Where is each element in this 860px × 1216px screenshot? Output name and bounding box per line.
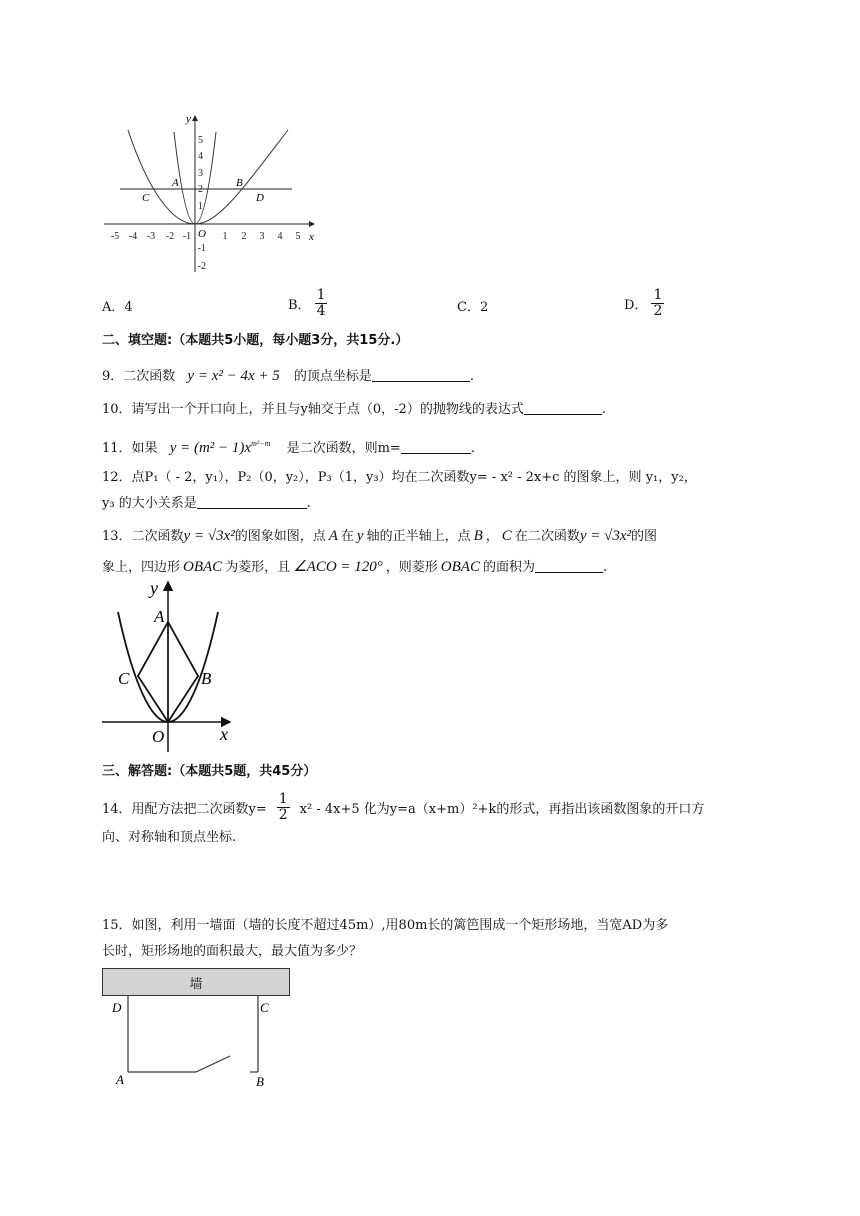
option-c — [457, 298, 488, 318]
q13-l1-point-a: A — [328, 528, 338, 544]
q11-formula — [170, 440, 271, 456]
q14-frac-denominator: 2 — [278, 807, 288, 823]
point-d-label: D — [112, 1000, 122, 1015]
question-13-line1 — [102, 526, 657, 547]
x-tick: 5 — [295, 231, 301, 242]
point-a-label: A — [116, 1072, 124, 1087]
point-d-label: D — [256, 192, 264, 204]
option-c-label: C． — [457, 300, 480, 315]
q13-l2-obac: OBAC — [183, 559, 223, 575]
q10-answer-blank[interactable] — [524, 400, 602, 415]
point-c-label: C — [142, 192, 150, 204]
y-tick: 5 — [198, 135, 203, 146]
y-tick: 1 — [198, 201, 203, 212]
option-b-denominator: 4 — [316, 303, 326, 319]
q13-l1-f: 的图 — [631, 529, 658, 544]
origin-label: O — [198, 228, 206, 240]
y-tick: -2 — [197, 261, 206, 272]
q13-l1-point-c: C — [501, 528, 512, 544]
point-b-label: B — [236, 177, 243, 189]
y-tick: 3 — [198, 168, 203, 179]
point-b-label: B — [201, 669, 212, 688]
q11-prefix: 11．如果 — [102, 441, 158, 456]
option-c-value: 2 — [479, 300, 489, 315]
q13-answer-blank[interactable] — [535, 558, 603, 573]
question-10 — [102, 400, 606, 420]
x-tick: -4 — [128, 231, 138, 242]
question-14-line2: 向、对称轴和顶点坐标. — [102, 830, 237, 845]
graph-parabolas-figure — [100, 110, 322, 278]
point-b-label: B — [256, 1074, 264, 1089]
q14-prefix: 14．用配方法把二次函数y= — [102, 802, 267, 817]
q13-l2-b: 为菱形，且 — [225, 560, 291, 575]
q13-l1-point-b: B — [473, 528, 483, 544]
q13-l1-d: 轴的正半轴上，点 — [366, 529, 471, 544]
q10-text: 10．请写出一个开口向上，并且与y轴交于点（0，-2）的抛物线的表达式 — [102, 402, 524, 417]
rhombus-parabola-figure — [100, 578, 240, 756]
x-tick: 4 — [277, 231, 283, 242]
option-d-denominator: 2 — [653, 303, 663, 319]
x-tick: 3 — [259, 231, 265, 242]
q13-l1-y: y — [356, 528, 364, 544]
q12-answer-blank[interactable] — [197, 494, 307, 509]
x-axis-label: x — [220, 724, 228, 744]
q11-answer-blank[interactable] — [401, 439, 471, 454]
q13-l2-obac2: OBAC — [440, 559, 480, 575]
point-c-label: C — [118, 669, 130, 688]
q13-l2-end: . — [602, 560, 608, 575]
option-d-numerator: 1 — [653, 287, 663, 303]
q13-l2-a: 象上，四边形 — [102, 560, 181, 575]
question-12-line1: 12．点P₁（ - 2，y₁），P₂（0，y₂），P₃（1，y₃）均在二次函数y= - x² - 2x+c 的图象上，则 y₁，y₂， — [102, 470, 697, 485]
q14-frac-numerator: 1 — [278, 791, 288, 807]
q13-l1-formula1: y = √3x² — [183, 528, 235, 544]
q13-l1-c: 在 — [340, 529, 354, 544]
question-15-line1: 15．如图，利用一墙面（墙的长度不超过45m）,用80m长的篱笆围成一个矩形场地，当宽AD为多 — [102, 918, 669, 933]
q13-l2-d: 的面积为 — [482, 560, 535, 575]
option-a-value: 4 — [124, 300, 133, 315]
q11-suffix: 是二次函数，则m= — [286, 441, 401, 456]
q11-end: . — [470, 441, 475, 456]
q13-l1-sep: ， — [485, 529, 499, 544]
section2-heading: 二、填空题:（本题共5小题，每小题3分，共15分.） — [102, 333, 409, 348]
fence-figure — [100, 996, 280, 1092]
q12-line2-prefix: y₃ 的大小关系是 — [102, 496, 197, 511]
wall-box — [102, 968, 290, 996]
section3-heading: 三、解答题:（本题共5题，共45分） — [102, 764, 317, 779]
option-a — [102, 298, 133, 318]
q9-suffix: 的顶点坐标是 — [293, 369, 372, 384]
option-b-label: B． — [288, 298, 311, 313]
y-tick: 2 — [198, 184, 203, 195]
question-14-line1 — [102, 792, 704, 823]
x-axis-label: x — [309, 231, 314, 243]
point-o-label: O — [152, 727, 165, 746]
q11-formula-base: y = (m² − 1)x — [169, 440, 252, 456]
y-axis-label: y — [186, 113, 191, 125]
y-axis-label: y — [150, 578, 158, 598]
question-9 — [102, 366, 474, 387]
option-d-fraction — [651, 288, 664, 319]
option-d-label: D． — [624, 298, 648, 313]
q13-l1-b: 的图象如图，点 — [234, 529, 326, 544]
x-tick: -2 — [165, 231, 175, 242]
question-15-line2: 长时，矩形场地的面积最大，最大值为多少？ — [102, 944, 363, 959]
q9-end: . — [469, 369, 475, 384]
q9-prefix: 9．二次函数 — [102, 369, 176, 384]
point-c-label: C — [260, 1000, 269, 1015]
q9-answer-blank[interactable] — [372, 367, 470, 382]
q14-suffix: x² - 4x+5 化为y=a（x+m）²+k的形式，再指出该函数图象的开口方 — [299, 802, 705, 817]
point-a-label: A — [172, 177, 179, 189]
q13-l1-formula2: y = √3x² — [579, 528, 631, 544]
wall-label: 墙 — [189, 976, 203, 992]
q11-formula-exponent: m²−m — [251, 439, 271, 448]
option-b-numerator: 1 — [316, 287, 326, 303]
x-tick: 1 — [222, 231, 228, 242]
q10-end: . — [601, 402, 606, 417]
x-tick: -3 — [146, 231, 156, 242]
x-tick: -1 — [182, 231, 192, 242]
x-tick: -5 — [110, 231, 120, 242]
question-13-line2 — [102, 557, 607, 578]
q9-formula: y = x² − 4x + 5 — [187, 368, 280, 384]
option-d — [624, 288, 668, 319]
option-a-label: A． — [102, 300, 125, 315]
point-a-label: A — [154, 607, 165, 626]
q13-l1-a: 13．二次函数 — [102, 529, 184, 544]
x-tick: 2 — [241, 231, 247, 242]
question-12-line2 — [102, 494, 311, 514]
option-b-fraction — [315, 288, 328, 319]
question-11 — [102, 434, 475, 459]
q13-l1-e: 在二次函数 — [514, 529, 580, 544]
y-tick: -1 — [197, 243, 206, 254]
y-tick: 4 — [198, 151, 203, 162]
q12-end: . — [306, 496, 311, 511]
option-b — [288, 288, 331, 319]
q13-l2-c: ，则菱形 — [385, 560, 438, 575]
fence-gate — [196, 1056, 230, 1072]
q14-fraction — [277, 792, 290, 823]
q13-l2-angle: ∠ACO = 120° — [293, 559, 383, 575]
